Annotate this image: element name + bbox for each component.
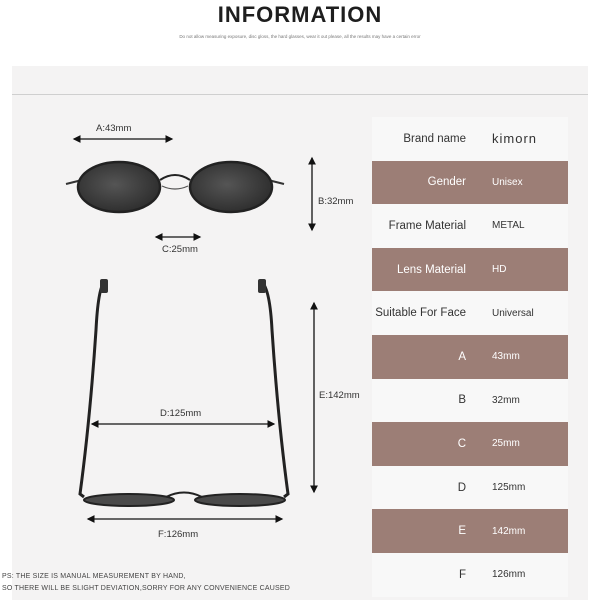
- spec-label: Brand name: [403, 132, 466, 145]
- spec-row-e: [372, 509, 568, 553]
- dimension-c-label: C:25mm: [162, 244, 198, 255]
- spec-value: kimorn: [492, 131, 538, 147]
- spec-value: 142mm: [492, 525, 526, 537]
- spec-row-b: [372, 379, 568, 423]
- spec-value: HD: [492, 264, 507, 276]
- spec-row-frame-material: [372, 204, 568, 248]
- spec-label: Gender: [427, 176, 466, 189]
- spec-label: D: [457, 481, 466, 494]
- spec-label: Suitable For Face: [375, 307, 466, 320]
- spec-label: E: [458, 525, 466, 538]
- dimension-f-label: F:126mm: [158, 529, 199, 540]
- spec-value: METAL: [492, 220, 525, 232]
- dimension-e-label: E:142mm: [319, 390, 360, 401]
- spec-value: Unisex: [492, 176, 523, 188]
- spec-label: A: [458, 350, 466, 363]
- spec-row-c: [372, 422, 568, 466]
- page-subtitle: Do not allow measuring exposure, disc gloss, the hard glasses, wear it out please, all the results may have a certain error: [179, 34, 421, 39]
- spec-value: 32mm: [492, 394, 520, 406]
- page-title: INFORMATION: [217, 2, 383, 27]
- spec-value: 43mm: [492, 351, 520, 363]
- spec-row-f: [372, 553, 568, 597]
- spec-label: Frame Material: [388, 219, 466, 232]
- spec-value: 25mm: [492, 438, 520, 450]
- front-view-glasses: [66, 162, 284, 212]
- footer-note-line2: SO THERE WILL BE SLIGHT DEVIATION,SORRY FOR ANY CONVENIENCE CAUSED: [2, 585, 290, 592]
- spec-row-gender: [372, 161, 568, 205]
- spec-label: C: [457, 437, 466, 450]
- spec-table: [372, 117, 568, 597]
- dimension-a-label: A:43mm: [96, 123, 132, 134]
- spec-row-lens-material: [372, 248, 568, 292]
- spec-row-brand: [372, 117, 568, 161]
- spec-value: Universal: [492, 307, 534, 319]
- spec-value: 126mm: [492, 569, 526, 581]
- dimension-d-label: D:125mm: [160, 408, 202, 419]
- top-view-glasses: [80, 279, 288, 506]
- spec-value: 125mm: [492, 482, 526, 494]
- spec-row-face: [372, 291, 568, 335]
- spec-label: B: [458, 394, 466, 407]
- dimension-b-label: B:32mm: [318, 196, 354, 207]
- spec-row-d: [372, 466, 568, 510]
- spec-row-a: [372, 335, 568, 379]
- spec-label: F: [458, 568, 466, 581]
- spec-label: Lens Material: [396, 263, 466, 276]
- footer-note-line1: PS: THE SIZE IS MANUAL MEASUREMENT BY HAND,: [2, 573, 186, 580]
